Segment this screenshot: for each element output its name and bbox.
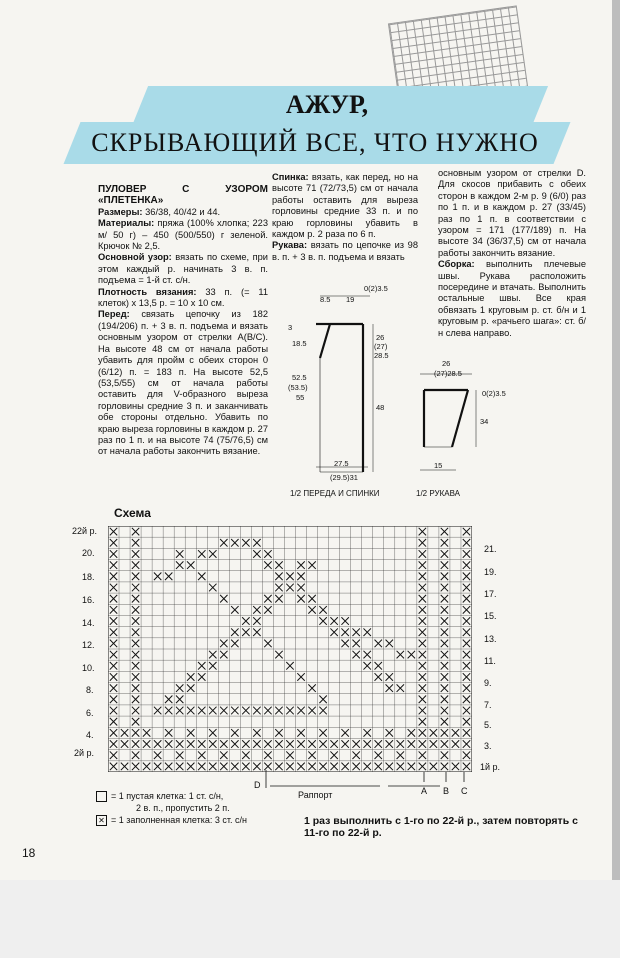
dim-front-8: 28.5 xyxy=(374,351,389,360)
legend-empty xyxy=(96,790,247,802)
filled-cell-icon: ✕ xyxy=(96,815,107,826)
row-label-left: 4. xyxy=(86,730,94,740)
dim-sleeve-2: (27)28.5 xyxy=(434,369,462,378)
row-label-right: 7. xyxy=(484,700,492,710)
dim-front-7: (27) xyxy=(374,342,388,351)
dim-front-6: 26 xyxy=(376,333,385,342)
chart-markers xyxy=(240,768,490,800)
legend-filled xyxy=(96,814,247,826)
sleeve-diagram xyxy=(412,352,532,502)
column-3 xyxy=(438,168,586,339)
back-text: вязать, как перед, но на высоте 71 (72/73,5) см от начала работы оставить для выреза горловины средние 33 п. и по краю горловины убавить в каждом р. 2 раза по 6 п. xyxy=(272,172,418,240)
row-label-left: 10. xyxy=(82,663,95,673)
dim-front-2: 8.5 xyxy=(320,295,331,304)
row-label-right: 9. xyxy=(484,678,492,688)
density-text: 33 п. (= 11 клеток) x 13,5 р. = 10 x 10 см. xyxy=(98,286,268,309)
dim-front-10: (53.5) xyxy=(288,383,308,392)
sleeves-label: Рукава: xyxy=(272,240,308,251)
row-label-left: 14. xyxy=(82,618,95,628)
front-text: связать цепочку из 182 (194/206) п. + 3 в. п. подъема и вязать основным узором от стрелки A(B/C). На высоте 48 см от начала работы убавить для пройм с обеих сторон 0 (6/12) п. = 183 п. На высоте 52,5 (53,5/55) см от начала работы оставить для V-образного выреза горловины средние 3 п. и заканчивать обе стороны отдельно. Убавить по краю выреза горловины в каждом р. 27 раз по 1 п. и на высоте 74 (75/76,5) см от начала работы закончить вязание. xyxy=(98,309,268,457)
legend-empty-text: = 1 пустая клетка: 1 ст. с/н, xyxy=(111,791,224,801)
empty-cell-icon xyxy=(96,791,107,802)
row-label-left: 20. xyxy=(82,548,95,558)
pattern-label: Основной узор: xyxy=(98,252,172,263)
arrow-a: A xyxy=(421,786,428,796)
back-label: Спинка: xyxy=(272,172,309,182)
density-label: Плотность вязания: xyxy=(98,286,197,297)
page-number: 18 xyxy=(22,846,36,860)
legend-filled-text: = 1 заполненная клетка: 3 ст. с/н xyxy=(111,815,247,826)
row-label-left: 8. xyxy=(86,685,94,695)
front-back-caption: 1/2 ПЕРЕДА И СПИНКИ xyxy=(290,489,380,498)
dim-front-3: 19 xyxy=(346,295,355,304)
row-label-left: 2й р. xyxy=(74,748,95,758)
row-label-right: 13. xyxy=(484,634,497,644)
pullover-heading: ПУЛОВЕР С УЗОРОМ «ПЛЕТЕНКА» xyxy=(98,184,268,207)
dim-front-14: (29.5)31 xyxy=(330,473,358,482)
dim-sleeve-3: 0(2)3.5 xyxy=(482,389,506,398)
front-label: Перед: xyxy=(98,309,130,320)
sizes-label: Размеры: xyxy=(98,206,143,217)
sizes-text: 36/38, 40/42 и 44. xyxy=(145,206,221,217)
materials-text: пряжа (100% хлопка; 223 м/ 50 г) – 450 (500/550) г зеленой. Крючок № 2,5. xyxy=(98,218,268,252)
front-back-diagram xyxy=(286,282,426,502)
row-label-right: 3. xyxy=(484,741,492,751)
crochet-chart xyxy=(108,526,472,772)
assembly-text: выполнить плечевые швы. Рукава расположить посередине и втачать. Выполнить остальные швы. Все края обвязать 1 круговым р. ст. б/н и 1 круговым р. «рачьего шага»: ст. б/н слева направо. xyxy=(438,259,586,338)
legend-empty-cont: 2 в. п., пропустить 2 п. xyxy=(136,803,230,814)
sleeves-text: вязать по цепочке из 98 в. п. + 3 в. п. подъема и вязать xyxy=(272,240,418,262)
row-label-right: 17. xyxy=(484,589,497,599)
marker-d: D xyxy=(254,780,261,790)
dim-front-1: 0(2)3.5 xyxy=(364,284,388,293)
title-line-2: СКРЫВАЮЩИЙ ВСЕ, ЧТО НУЖНО xyxy=(91,128,539,157)
row-label-right: 11. xyxy=(484,656,496,666)
dim-front-12: 48 xyxy=(376,403,385,412)
dim-front-9: 52.5 xyxy=(292,373,307,382)
column-1 xyxy=(98,184,268,458)
pattern-text: вязать по схеме, при этом каждый р. начинать 3 в. п. подъема = 1-й ст. с/н. xyxy=(98,252,269,286)
assembly-label: Сборка: xyxy=(438,259,475,270)
repeat-label: Раппорт xyxy=(298,790,333,800)
row-label-left: 22й р. xyxy=(72,526,98,536)
row-label-right: 15. xyxy=(484,611,497,621)
chart-legend xyxy=(96,790,247,826)
row-label-right: 21. xyxy=(484,544,497,554)
dim-front-13: 27.5 xyxy=(334,459,349,468)
row-label-right: 19. xyxy=(484,567,497,577)
column-2 xyxy=(272,172,418,263)
row-label-left: 6. xyxy=(86,708,94,718)
row-label-right: 5. xyxy=(484,720,492,730)
dim-sleeve-5: 15 xyxy=(434,461,443,470)
arrow-b: B xyxy=(443,786,450,796)
row-label-left: 18. xyxy=(82,572,95,582)
row-label-left: 12. xyxy=(82,640,95,650)
dim-sleeve-1: 26 xyxy=(442,359,451,368)
sleeve-caption: 1/2 РУКАВА xyxy=(416,489,460,498)
scan-background xyxy=(0,880,620,958)
row-label-right: 1й р. xyxy=(480,762,501,772)
chart-note: 1 раз выполнить с 1-го по 22-й р., затем повторять с 11-го по 22-й р. xyxy=(304,815,578,839)
dim-front-5: 18.5 xyxy=(292,339,307,348)
dim-front-11: 55 xyxy=(296,393,305,402)
dim-front-4: 3 xyxy=(288,323,293,332)
schema-title: Схема xyxy=(114,506,151,520)
arrow-c: C xyxy=(461,786,468,796)
dim-sleeve-4: 34 xyxy=(480,417,489,426)
sleeves-continued: основным узором от стрелки D. Для скосов прибавить с обеих сторон в каждом 2-м р. 9 (6/0) раз по 1 п. и в каждом р. 27 (33/45) раз по 1 п. в соответствии с узором = 171 (177/189) п. На высоте 34 (36/37,5) см от начала работы закончить вязание. xyxy=(438,168,586,258)
title-line-1: АЖУР, xyxy=(285,90,369,119)
row-label-left: 16. xyxy=(82,595,95,605)
materials-label: Материалы: xyxy=(98,218,155,229)
